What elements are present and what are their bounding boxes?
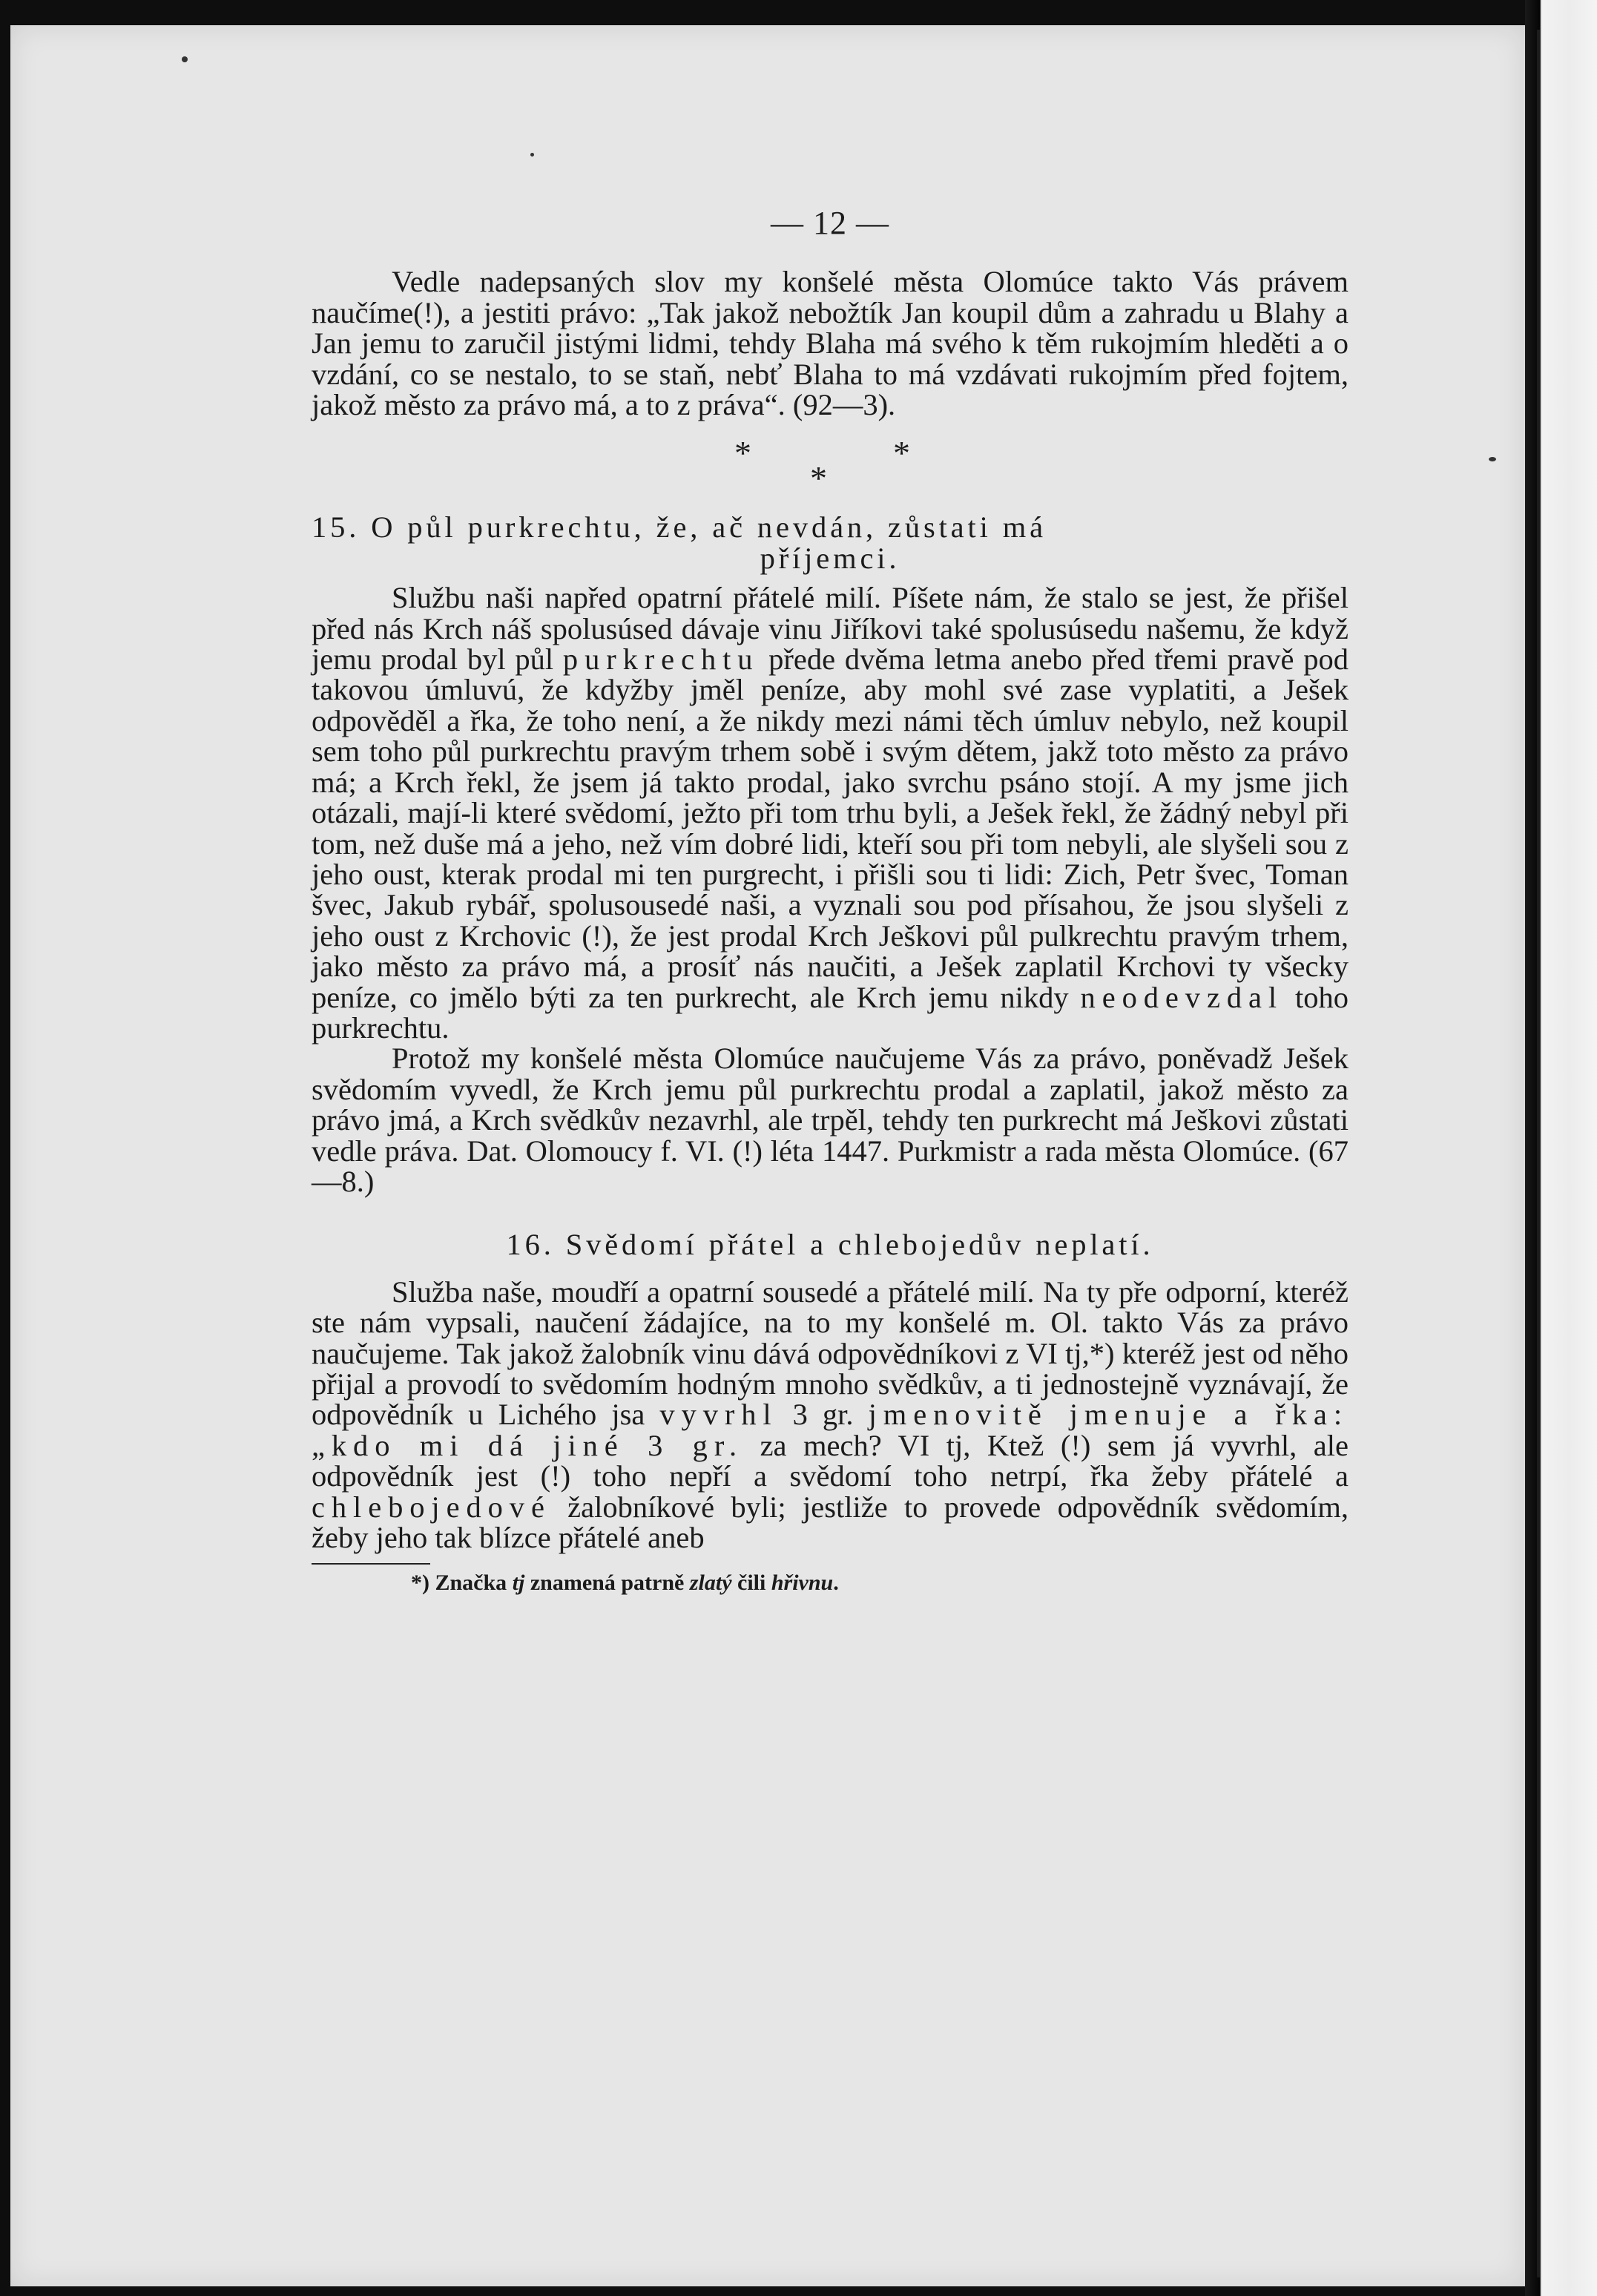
spaced-term: jmenovitě jmenuje a řka: „kdo mi dá jiné 3 gr. bbox=[312, 1398, 1349, 1462]
spaced-term: chlebojedové bbox=[312, 1490, 551, 1524]
section-15-heading-cont: příjemci. bbox=[760, 541, 900, 575]
page-text bbox=[312, 205, 1349, 1596]
italic-term: hřivnu bbox=[771, 1570, 834, 1596]
footnote-rule bbox=[312, 1563, 430, 1565]
text-run: 3 gr. bbox=[777, 1398, 869, 1432]
section-15-heading bbox=[312, 510, 1349, 545]
spaced-term: neodevzdal bbox=[1080, 980, 1284, 1014]
text-run: *) Značka bbox=[411, 1570, 513, 1596]
intro-paragraph: Vedle nadepsaných slov my konšelé města Olomúce takto Vás právem naučíme(!), a jestiti právo: „Tak jakož nebožtík Jan koupil dům a zahradu u Blahy a Jan jemu to zaručil jistými lidmi, tehdy Blaha má svého k těm rukojmím hleděti a o vzdání, co se nestalo, to se staň, nebť Blaha to má vzdávati rukojmím před fojtem, jakož město za právo má, a to z práva“. (92—3). bbox=[312, 265, 1349, 422]
text-run: znamená patrně bbox=[524, 1570, 690, 1596]
spaced-term: purkrechtu bbox=[562, 642, 760, 677]
section-separator bbox=[312, 436, 1349, 501]
text-run: žalobníkové byli; jestliže to provede odpovědník svědomím, žeby jeho tak blízce přátelé aneb bbox=[312, 1490, 1349, 1555]
text-run: toho purkrechtu. bbox=[312, 980, 1349, 1045]
section-15-paragraph bbox=[312, 582, 1349, 1043]
section-number: 15. bbox=[312, 510, 360, 545]
text-run: . bbox=[833, 1570, 839, 1596]
star-ornament: * bbox=[893, 434, 910, 473]
italic-term: tj bbox=[512, 1570, 525, 1596]
dust-speck bbox=[530, 153, 534, 157]
page-edge bbox=[1525, 0, 1597, 2296]
spaced-term: vyvrhl bbox=[659, 1398, 778, 1432]
dust-speck bbox=[1489, 457, 1496, 461]
italic-term: zlatý bbox=[689, 1570, 732, 1596]
star-ornament: * bbox=[734, 434, 751, 473]
text-run: za mech? VI tj, Ktež (!) sem já vyvrhl, ale odpovědník jest (!) toho nepří a svědomí toho netrpí, řka žeby přátelé a bbox=[312, 1428, 1349, 1493]
section-title: Svědomí přátel a chlebojedův neplatí. bbox=[565, 1228, 1154, 1262]
binding-edge-line bbox=[1537, 30, 1540, 2277]
star-ornament: * bbox=[810, 459, 827, 498]
section-16-heading bbox=[312, 1229, 1349, 1260]
section-title: O půl purkrechtu, že, ač nevdán, zůstati má bbox=[371, 510, 1047, 545]
text-run: přede dvěma letma anebo před třemi pravě pod takovou úmluvú, že kdyžby jměl peníze, aby mohl své zase vyplatiti, a Ješek odpověděl a řka, že toho není, a že nikdy mezi námi těch úmluv nebylo, než koupil sem toho půl purkrechtu pravým trhem sobě i svým dětem, jakž toto město za právo má; a Krch řekl, že jsem já takto prodal, jako svrchu psáno stojí. A my jsme jich otázali, mají-li které svědomí, ježto při tom trhu byli, a Ješek řekl, že žádný nebyl při tom, než duše má a jeho, než vím dobré lidi, kteří sou při tom nebyli, ale slyšeli sou z jeho oust, kterak prodal mi ten purgrecht, i přišli sou ti lidi: Zich, Petr švec, Toman švec, Jakub rybář, spolusousedé naši, a vyznali sou pod přísahou, že jsou slyšeli z jeho oust z Krchovic (!), že jest prodal Krch Ješkovi půl pulkrechtu pravým trhem, jako město za právo má, a prosíť nás naučiti, a Ješek zaplatil Krchovi ty všecky peníze, co jmělo býti za ten purkrecht, ale Krch jemu nikdy bbox=[312, 642, 1349, 1014]
dust-speck bbox=[182, 56, 188, 62]
section-15-verdict: Protož my konšelé města Olomúce naučujeme Vás za právo, poněvadž Ješek svědomím vyvedl, že Krch jemu půl purkrechtu prodal a zaplatil, jakož město za právo jmá, a Krch svědkův nezavrhl, ale trpěl, tehdy ten purkrecht má Ješkovi zůstati vedle práva. Dat. Olomoucy f. VI. (!) léta 1447. Purkmistr a rada města Olomúce. (67—8.) bbox=[312, 1042, 1349, 1198]
section-number: 16. bbox=[506, 1228, 555, 1262]
text-run: Službu naši napřed opatrní přátelé milí. Píšete nám, že stalo se jest, že přišel před nás Krch náš spolusúsed dávaje vinu Jiříkovi také spolusúsedu našemu, že když jemu prodal byl půl bbox=[312, 581, 1349, 677]
text-run: Služba naše, moudří a opatrní sousedé a přátelé milí. Na ty pře odporní, kteréž ste nám vypsali, naučení žádajíce, na to my konšelé m. Ol. takto Vás za právo naučujeme. Tak jakož žalobník vinu dává odpovědníkovi z VI tj,*) kteréž jest od něho přijal a provodí to svědomím hodným mnoho svědkův, a ti jednostejně vyznávají, že odpovědník u Lichého jsa bbox=[312, 1274, 1349, 1432]
text-run: čili bbox=[731, 1570, 771, 1596]
footnote bbox=[312, 1570, 1349, 1596]
page-number: — 12 — bbox=[771, 205, 889, 241]
section-16-paragraph bbox=[312, 1274, 1349, 1555]
